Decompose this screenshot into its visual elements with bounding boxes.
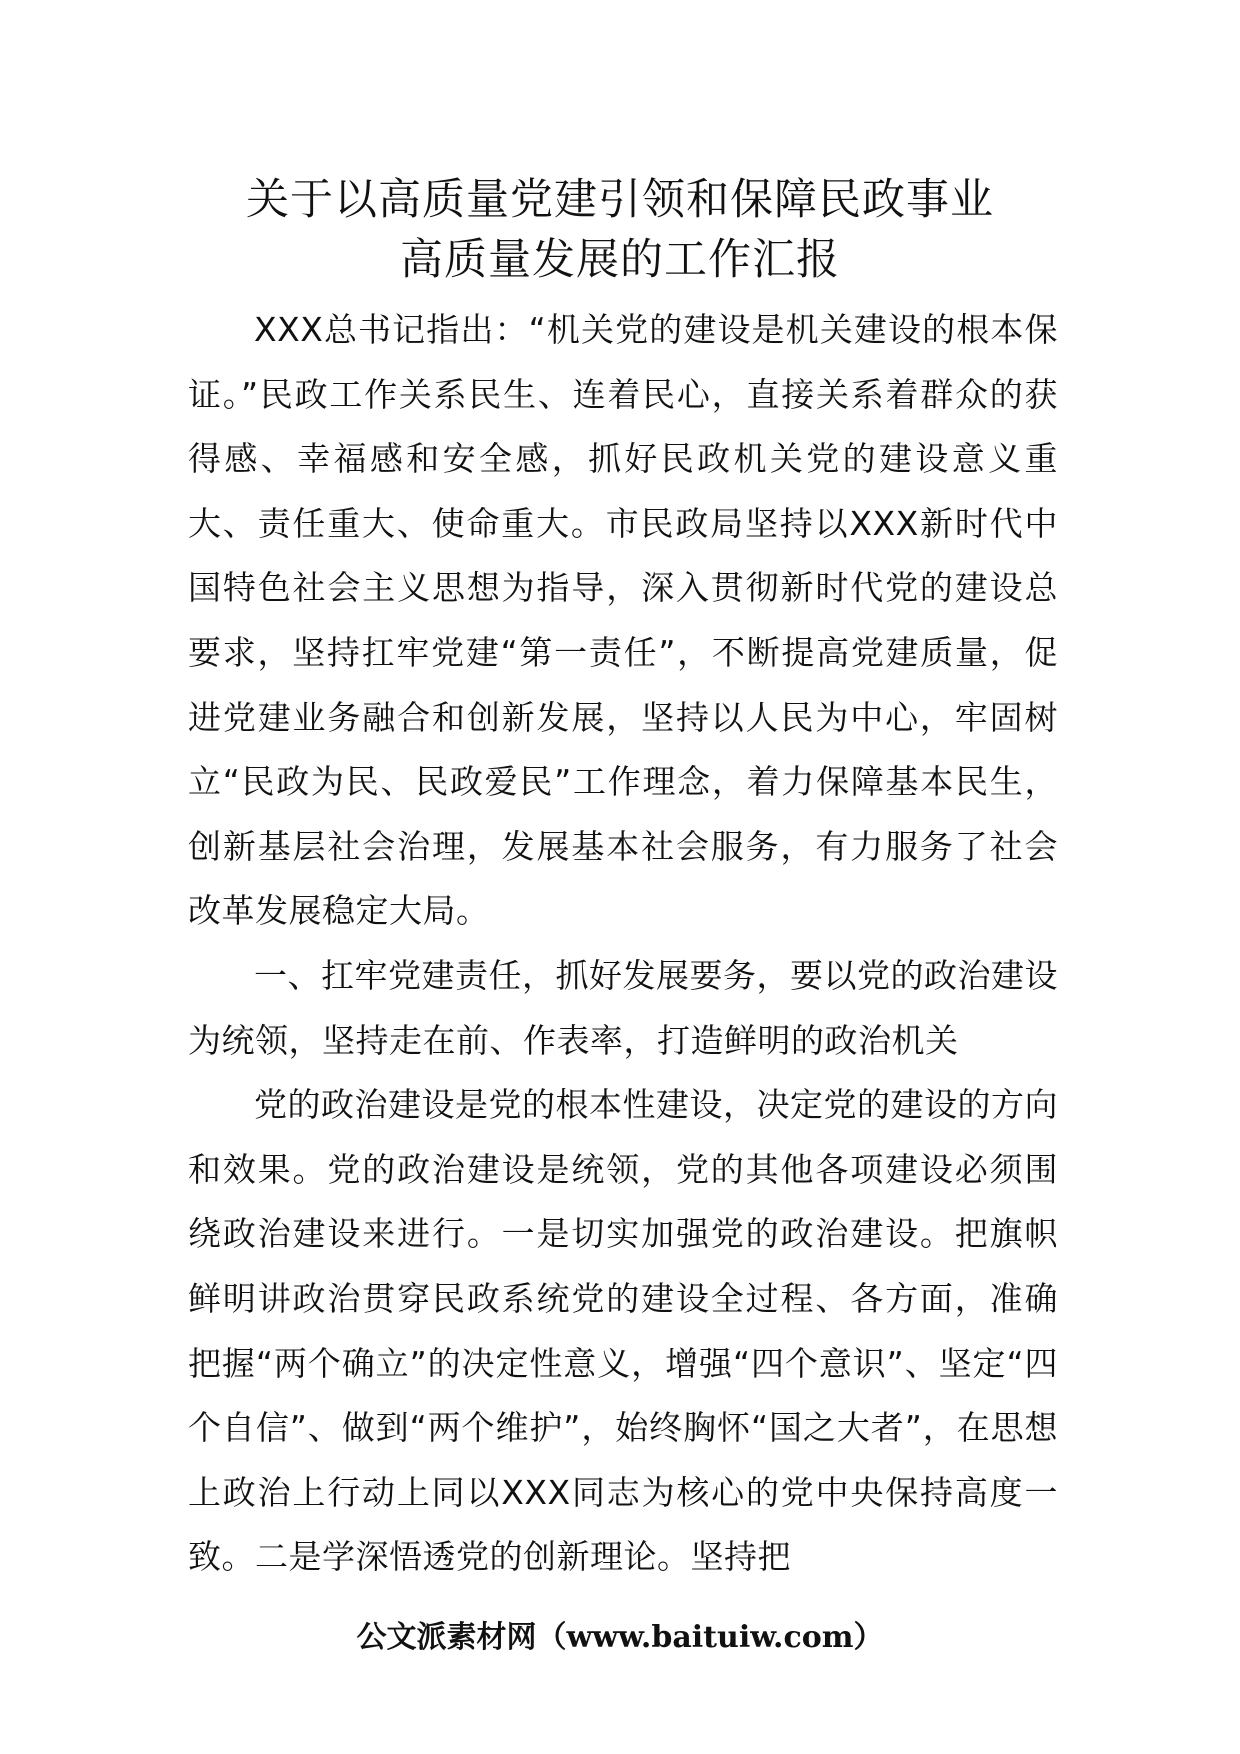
document-body <box>188 298 1058 1590</box>
title-line-1: 关于以高质量党建引领和保障民政事业 <box>246 175 994 225</box>
title-line-2: 高质量发展的工作汇报 <box>400 235 840 285</box>
intro-paragraph: XXX总书记指出：“机关党的建设是机关建设的根本保证。”民政工作关系民生、连着民心，直接关系着群众的获得感、幸福感和安全感，抓好民政机关党的建设意义重大、责任重大、使命重大。市民政局坚持以XXX新时代中国特色社会主义思想为指导，深入贯彻新时代党的建设总要求，坚持扛牢党建“第一责任”，不断提高党建质量，促进党建业务融合和创新发展，坚持以人民为中心，牢固树立“民政为民、民政爱民”工作理念，着力保障基本民生，创新基层社会治理，发展基本社会服务，有力服务了社会改革发展稳定大局。 <box>188 310 1058 931</box>
section-paragraph: 党的政治建设是党的根本性建设，决定党的建设的方向和效果。党的政治建设是统领，党的其他各项建设必须围绕政治建设来进行。一是切实加强党的政治建设。把旗帜鲜明讲政治贯穿民政系统党的建设全过程、各方面，准确把握“两个确立”的决定性意义，增强“四个意识”、坚定“四个自信”、做到“两个维护”，始终胸怀“国之大者”，在思想上政治上行动上同以XXX同志为核心的党中央保持高度一致。二是学深悟透党的创新理论。坚持把 <box>188 1085 1058 1577</box>
section-heading-1: 一、扛牢党建责任，抓好发展要务，要以党的政治建设为统领，坚持走在前、作表率，打造鲜明的政治机关 <box>188 955 1058 1060</box>
document-title <box>150 170 1090 290</box>
footer-watermark: 公文派素材网（www.baituiw.com） <box>356 1620 884 1655</box>
